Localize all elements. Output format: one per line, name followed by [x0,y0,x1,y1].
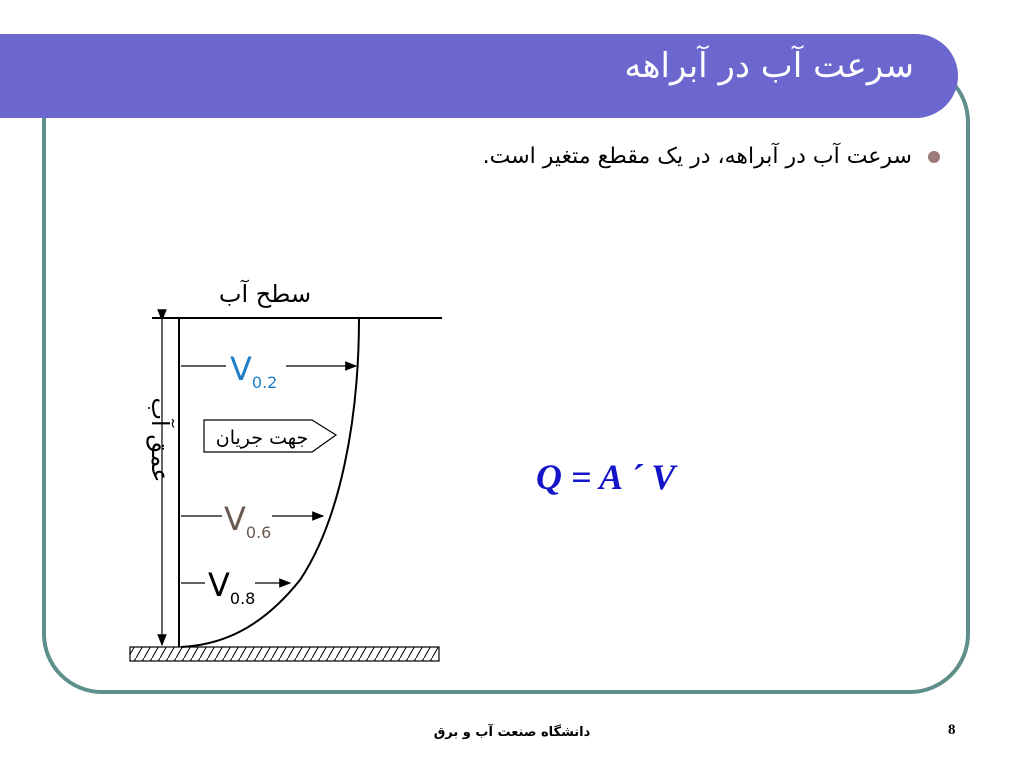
depth-label: عمق آب [146,397,174,483]
v08-main: V [208,566,230,604]
v06-label [224,500,271,542]
channel-bed [130,647,439,661]
v08-sub: 0.8 [229,589,256,608]
v06-main: V [224,500,246,538]
slide-title: سرعت آب در آبراهه [624,46,914,86]
page-number: 8 [948,722,956,738]
v02-label [230,350,277,392]
v02-main: V [230,350,252,388]
bullet-text: سرعت آب در آبراهه، در یک مقطع متغیر است. [482,144,912,169]
v08-label [208,566,255,608]
footer-university: دانشگاه صنعت آب و برق [433,725,591,740]
v02-sub: 0.2 [251,373,278,392]
surface-label: سطح آب [218,280,312,308]
flow-direction-label: جهت جریان [215,427,309,449]
discharge-formula: Q = A ´ V [536,457,676,497]
v06-sub: 0.6 [245,523,272,542]
